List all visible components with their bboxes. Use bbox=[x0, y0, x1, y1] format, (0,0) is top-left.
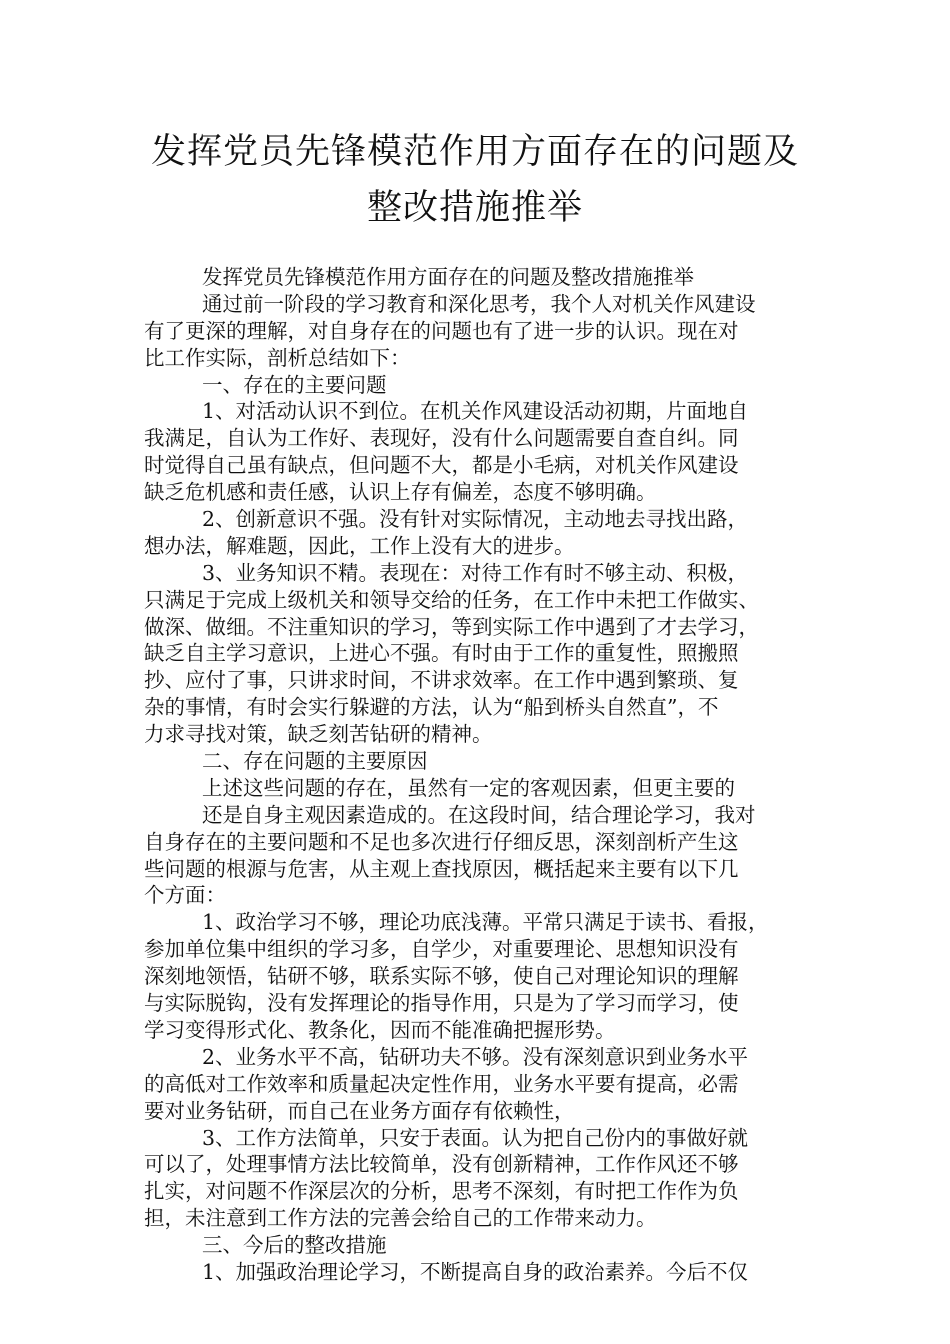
paragraph-line: 杂的事情，有时会实行躲避的方法，认为“船到桥头自然直”，不 bbox=[144, 695, 719, 720]
paragraph-line: 2、业务水平不高，钻研功夫不够。没有深刻意识到业务水平 bbox=[202, 1044, 749, 1069]
paragraph-line: 学习变得形式化、教条化，因而不能准确把握形势。 bbox=[144, 1017, 616, 1042]
paragraph-line: 担，未注意到工作方法的完善会给自己的工作带来动力。 bbox=[144, 1206, 657, 1231]
document-title bbox=[120, 124, 830, 236]
paragraph-line: 时觉得自己虽有缺点，但问题不大，都是小毛病，对机关作风建设 bbox=[144, 453, 739, 478]
paragraph-line: 抄、应付了事，只讲求时间，不讲求效率。在工作中遇到繁琐、复 bbox=[144, 668, 739, 693]
paragraph-line: 上述这些问题的存在，虽然有一定的客观因素，但更主要的 bbox=[202, 775, 735, 800]
title-line: 整改措施推举 bbox=[366, 188, 583, 228]
paragraph-line: 1、政治学习不够，理论功底浅薄。平常只满足于读书、看报， bbox=[202, 910, 769, 935]
paragraph-line: 与实际脱钩，没有发挥理论的指导作用，只是为了学习而学习，使 bbox=[144, 991, 739, 1016]
paragraph-line: 的高低对工作效率和质量起决定性作用，业务水平要有提高，必需 bbox=[144, 1071, 739, 1096]
paragraph-line: 自身存在的主要问题和不足也多次进行仔细反思，深刻剖析产生这 bbox=[144, 829, 739, 854]
paragraph-line: 只满足于完成上级机关和领导交给的任务，在工作中未把工作做实、 bbox=[144, 587, 759, 612]
paragraph-line: 1、加强政治理论学习，不断提高自身的政治素养。今后不仅 bbox=[202, 1259, 749, 1284]
document-body bbox=[144, 264, 810, 1286]
paragraph-line: 些问题的根源与危害，从主观上查找原因，概括起来主要有以下几 bbox=[144, 856, 739, 881]
paragraph-line: 做深、做细。不注重知识的学习，等到实际工作中遇到了才去学习， bbox=[144, 614, 759, 639]
paragraph-line: 发挥党员先锋模范作用方面存在的问题及整改措施推举 bbox=[202, 265, 694, 289]
paragraph-line: 想办法，解难题，因此，工作上没有大的进步。 bbox=[144, 533, 575, 558]
paragraph-line: 三、今后的整改措施 bbox=[202, 1233, 387, 1258]
paragraph-line: 2、创新意识不强。没有针对实际情况，主动地去寻找出路， bbox=[202, 507, 749, 532]
paragraph-line: 一、存在的主要问题 bbox=[202, 372, 387, 397]
paragraph-line: 我满足，自认为工作好、表现好，没有什么问题需要自查自纠。同 bbox=[144, 426, 739, 451]
paragraph-line: 比工作实际，剖析总结如下： bbox=[144, 345, 411, 370]
paragraph-line: 参加单位集中组织的学习多，自学少，对重要理论、思想知识没有 bbox=[144, 937, 739, 962]
paragraph-line: 还是自身主观因素造成的。在这段时间，结合理论学习，我对 bbox=[202, 802, 756, 827]
paragraph-line: 扎实，对问题不作深层次的分析，思考不深刻，有时把工作作为负 bbox=[144, 1179, 739, 1204]
paragraph-line: 要对业务钻研，而自己在业务方面存有依赖性， bbox=[144, 1098, 575, 1123]
paragraph-line: 深刻地领悟，钻研不够，联系实际不够，使自己对理论知识的理解 bbox=[144, 964, 739, 989]
paragraph-line: 有了更深的理解，对自身存在的问题也有了进一步的认识。现在对 bbox=[144, 318, 739, 343]
paragraph-line: 3、业务知识不精。表现在：对待工作有时不够主动、积极， bbox=[202, 560, 749, 585]
paragraph-line: 可以了，处理事情方法比较简单，没有创新精神，工作作风还不够 bbox=[144, 1152, 739, 1177]
title-line: 发挥党员先锋模范作用方面存在的问题及 bbox=[150, 132, 799, 172]
paragraph-line: 二、存在问题的主要原因 bbox=[202, 749, 428, 774]
paragraph-line: 缺乏危机感和责任感，认识上存有偏差，态度不够明确。 bbox=[144, 480, 657, 505]
paragraph-line: 缺乏自主学习意识，上进心不强。有时由于工作的重复性，照搬照 bbox=[144, 641, 739, 666]
paragraph-line: 个方面： bbox=[144, 883, 226, 908]
paragraph-line: 通过前一阶段的学习教育和深化思考，我个人对机关作风建设 bbox=[202, 291, 756, 316]
paragraph-line: 1、对活动认识不到位。在机关作风建设活动初期，片面地自 bbox=[202, 399, 749, 424]
paragraph-line: 3、工作方法简单，只安于表面。认为把自己份内的事做好就 bbox=[202, 1125, 749, 1150]
paragraph-line: 力求寻找对策，缺乏刻苦钻研的精神。 bbox=[144, 722, 493, 747]
